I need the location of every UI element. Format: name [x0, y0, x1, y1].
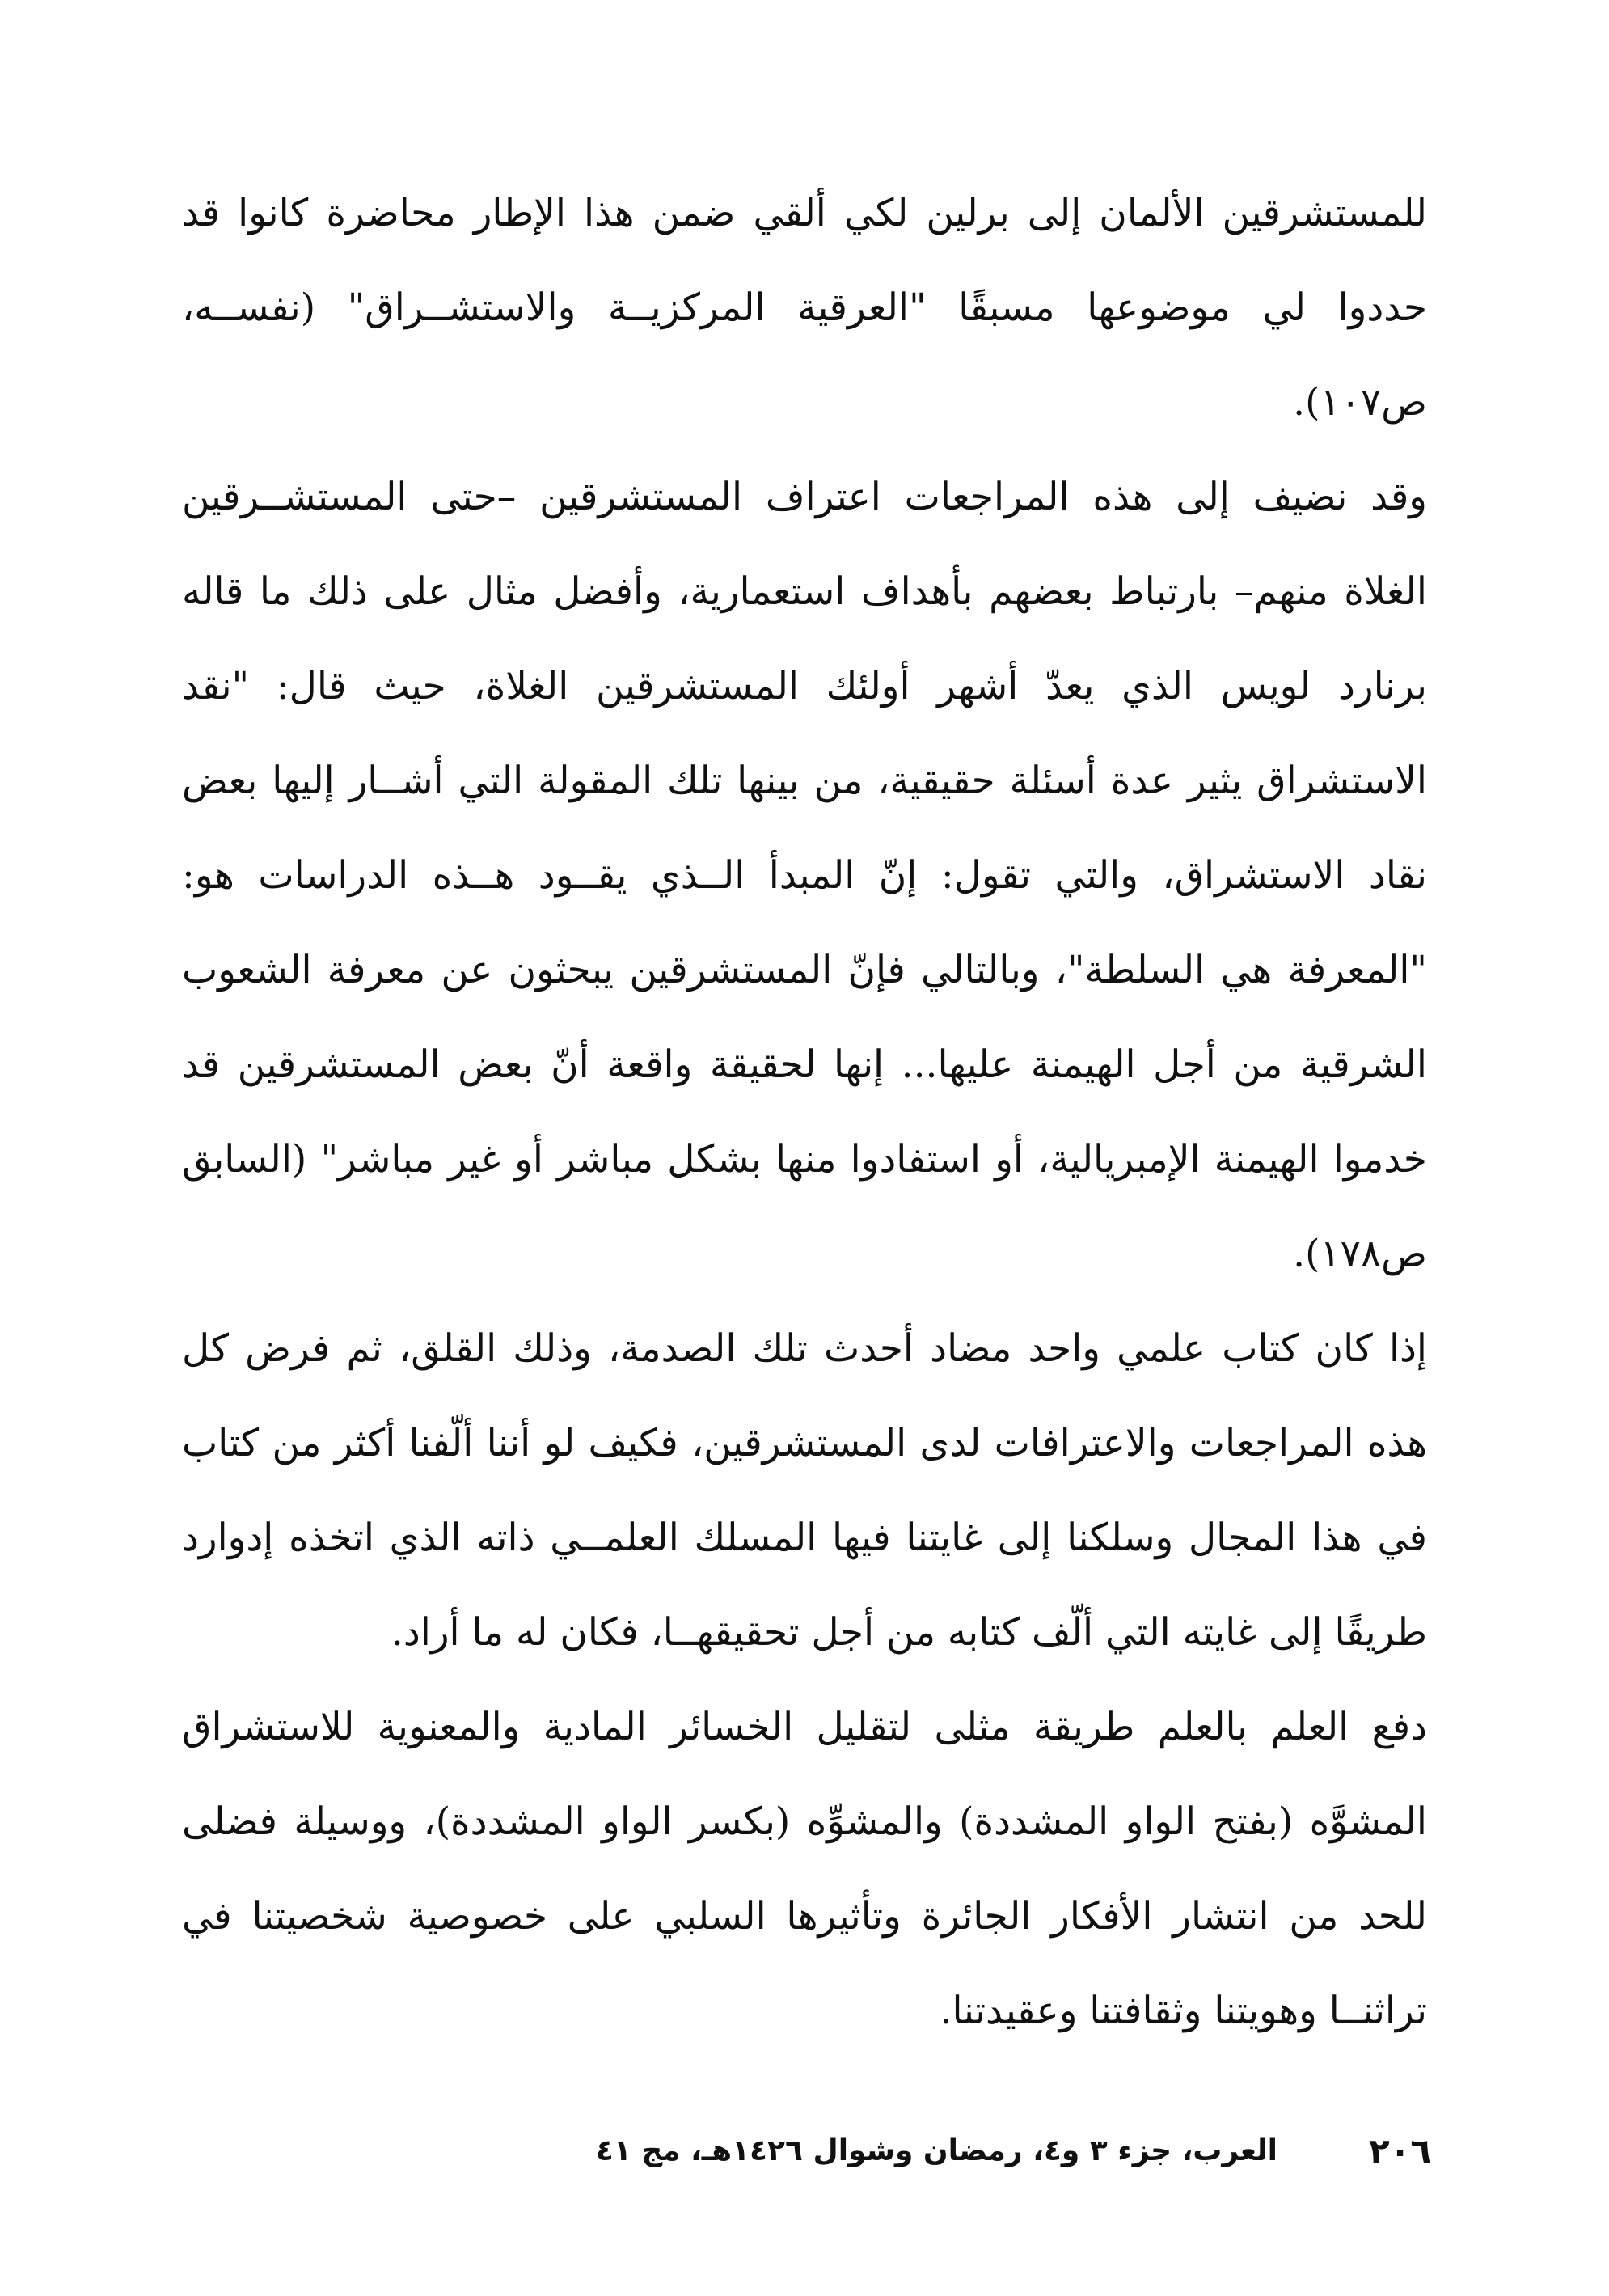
running-footer: العرب، جزء ٣ و٤، رمضان وشوال ١٤٢٦هـ، مج ٤١	[595, 2134, 1277, 2167]
paragraph-2: وقد نضيف إلى هذه المراجعات اعتراف المستشرقين –حتى المستشــرقين الغلاة منهم– بارتباط بعضهم بأهداف استعمارية، وأفضل مثال على ذلك ما قاله برنارد لويس الذي يعدّ أشهر أولئك المستشرقين الغلاة، حيث قال: "نقد الاستشراق يثير عدة أسئلة حقيقية، من بينها تلك المقولة التي أشــار إليها بعض نقاد الاستشراق، والتي تقول: إنّ المبدأ الــذي يقــود هــذه الدراسات هو: "المعرفة هي السلطة"، وبالتالي فإنّ المستشرقين يبحثون عن معرفة الشعوب الشرقية من أجل الهيمنة عليها... إنها لحقيقة واقعة أنّ بعض المستشرقين قد خدموا الهيمنة الإمبريالية، أو استفادوا منها بشكل مباشر أو غير مباشر" (السابق ص١٧٨).	[182, 475, 1427, 1276]
page-footer	[348, 2123, 1431, 2180]
paragraph-3: إذا كان كتاب علمي واحد مضاد أحدث تلك الصدمة، وذلك القلق، ثم فرض كل هذه المراجعات والاعترافات لدى المستشرقين، فكيف لو أننا ألّفنا أكثر من كتاب في هذا المجال وسلكنا إلى غايتنا فيها المسلك العلمــي ذاته الذي اتخذه إدوارد طريقًا إلى غايته التي ألّف كتابه من أجل تحقيقهــا، فكان له ما أراد.	[182, 1326, 1427, 1655]
body-text	[182, 166, 1427, 2058]
page-number: ٢٠٦	[1369, 2131, 1431, 2171]
paragraph-4: دفع العلم بالعلم طريقة مثلى لتقليل الخسائر المادية والمعنوية للاستشراق المشوَّه (بفتح الواو المشددة) والمشوِّه (بكسر الواو المشددة)، ووسيلة فضلى للحد من انتشار الأفكار الجائرة وتأثيرها السلبي على خصوصية شخصيتنا في تراثنــا وهويتنا وثقافتنا وعقيدتنا.	[182, 1705, 1427, 2033]
paragraph-1: للمستشرقين الألمان إلى برلين لكي ألقي ضمن هذا الإطار محاضرة كانوا قد حددوا لي موضوعها مسبقًا "العرقية المركزيــة والاستشــراق" (نفســه، ص١٠٧).	[182, 191, 1427, 425]
